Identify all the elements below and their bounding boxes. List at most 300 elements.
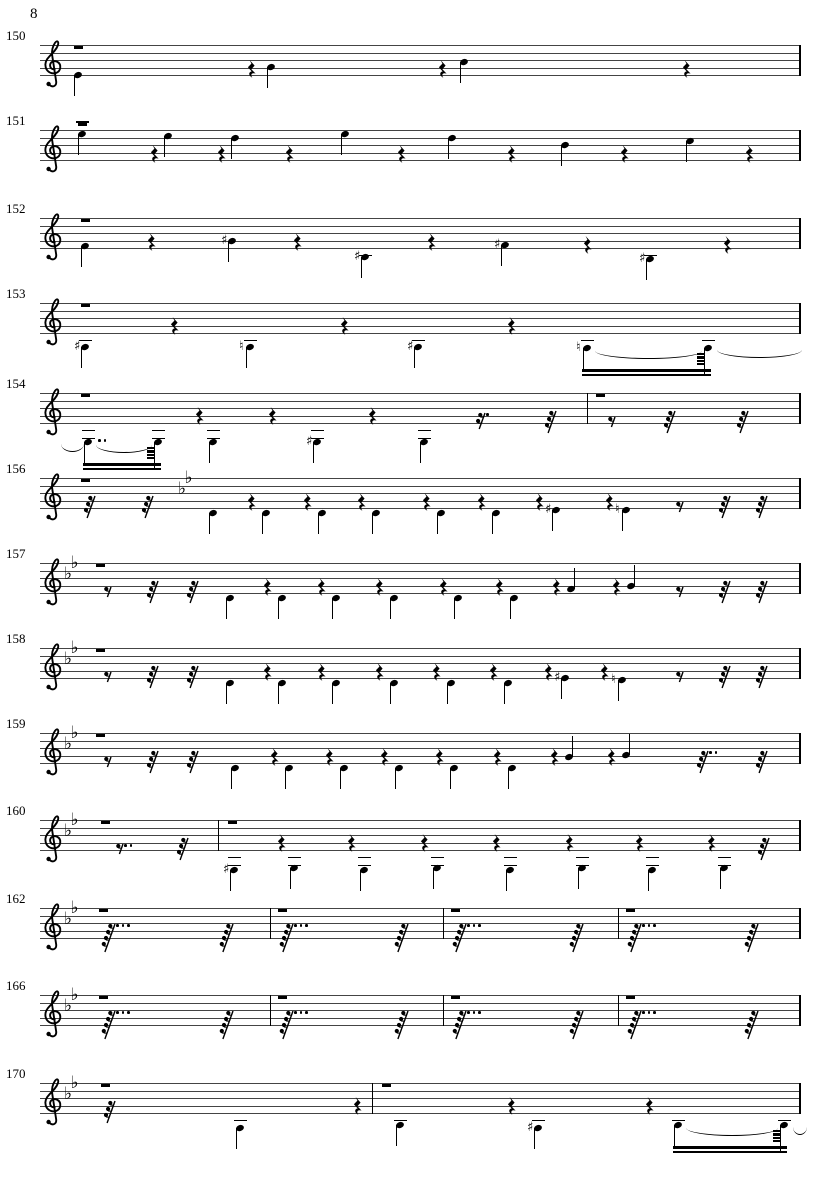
flat-icon: ♭ <box>70 985 79 1005</box>
stem <box>341 134 342 155</box>
stem <box>450 768 451 789</box>
thirtysecond-rest <box>180 749 201 775</box>
whole-rest <box>451 909 461 913</box>
quarter-rest <box>493 748 503 766</box>
quarter-rest <box>263 663 273 681</box>
thirtysecond-rest <box>749 579 770 605</box>
flat-icon: ♭ <box>64 821 73 841</box>
staff-line <box>40 1083 801 1084</box>
staff-line <box>40 333 801 334</box>
augmentation-dot <box>294 1011 297 1014</box>
staff-line <box>40 938 801 939</box>
flat-icon: ♭ <box>70 638 79 658</box>
thirtysecond-rest <box>140 749 161 775</box>
ledger-line <box>431 857 444 858</box>
whole-rest <box>382 1084 392 1088</box>
whole-rest <box>278 909 288 913</box>
ledger-line <box>82 430 95 431</box>
stem <box>209 513 210 534</box>
stem <box>78 134 79 155</box>
quarter-rest <box>544 663 554 681</box>
stem <box>230 870 231 891</box>
staff-line <box>40 563 801 564</box>
augmentation-dot <box>130 844 133 847</box>
quarter-rest <box>317 663 327 681</box>
sixtyfourth-rest <box>95 922 118 954</box>
treble-clef-icon <box>42 983 64 1041</box>
staff-system <box>0 28 835 46</box>
augmentation-dot <box>648 924 651 927</box>
augmentation-dot <box>467 924 470 927</box>
sixtyfourth-rest <box>273 1009 296 1041</box>
tremolo-beam <box>83 463 161 466</box>
stem <box>332 683 333 704</box>
final-barline <box>799 393 801 425</box>
sixtyfourth-rest <box>738 922 761 954</box>
thirtysecond-rest <box>751 836 772 862</box>
measure-number: 152 <box>6 201 26 216</box>
quarter-rest <box>438 60 448 78</box>
augmentation-dot <box>653 924 656 927</box>
whole-rest <box>626 996 636 1000</box>
tie <box>686 1127 778 1136</box>
measure-number: 158 <box>6 631 26 646</box>
stem <box>360 870 361 891</box>
staff-line <box>40 820 801 821</box>
quarter-rest <box>427 233 437 251</box>
stem <box>226 598 227 619</box>
thirtysecond-rest <box>730 409 751 435</box>
barline <box>618 908 619 940</box>
augmentation-dot <box>473 924 476 927</box>
thirtysecond-rest <box>97 1099 118 1125</box>
quarter-rest <box>380 748 390 766</box>
quarter-rest <box>635 834 645 852</box>
flat-icon: ♭ <box>64 1084 73 1104</box>
staff-line <box>40 416 801 417</box>
ledger-line <box>311 430 324 431</box>
staff-system <box>0 891 835 929</box>
staff-line <box>40 1018 801 1019</box>
stem <box>504 683 505 704</box>
quarter-rest <box>303 493 313 511</box>
stem <box>574 568 575 589</box>
barline <box>587 393 588 425</box>
tie-in <box>61 443 84 452</box>
stem <box>285 768 286 789</box>
quarter-rest <box>682 60 692 78</box>
quarter-rest <box>432 663 442 681</box>
flat-icon: ♭ <box>178 479 187 499</box>
barline <box>443 995 444 1027</box>
staff-line <box>40 1025 801 1026</box>
quarter-rest <box>247 60 257 78</box>
final-barline <box>799 218 801 250</box>
quarter-rest <box>550 748 560 766</box>
quarter-rest <box>293 233 303 251</box>
flat-icon: ♭ <box>70 898 79 918</box>
flat-icon: ♭ <box>64 564 73 584</box>
quarter-rest <box>492 834 502 852</box>
ledger-line <box>79 340 92 341</box>
stem <box>501 245 502 266</box>
sixtyfourth-rest <box>388 922 411 954</box>
sixtyfourth-rest <box>273 922 296 954</box>
sixtyfourth-rest <box>446 922 469 954</box>
quarter-rest <box>620 145 630 163</box>
measure-number: 156 <box>6 461 26 476</box>
stem <box>646 259 647 280</box>
staff-line <box>40 656 801 657</box>
staff-line <box>40 478 801 479</box>
stem <box>508 768 509 789</box>
tie-out <box>793 1126 807 1135</box>
quarter-rest <box>195 407 205 425</box>
stem <box>262 513 263 534</box>
measure-number: 157 <box>6 546 26 561</box>
staff-line <box>40 53 801 54</box>
ledger-line <box>576 857 589 858</box>
accidental-natural: ♮ <box>611 672 616 687</box>
sixtyfourth-rest <box>738 1009 761 1041</box>
quarter-rest <box>170 317 180 335</box>
treble-clef-icon <box>42 551 64 609</box>
sixtyfourth-rest <box>621 1009 644 1041</box>
stem <box>390 683 391 704</box>
quarter-rest <box>263 578 273 596</box>
stem <box>267 67 268 88</box>
ledger-line <box>581 340 594 341</box>
tremolo-stub-beam <box>773 1140 780 1142</box>
staff-line <box>40 571 801 572</box>
final-barline <box>799 303 801 335</box>
tremolo-beam <box>673 1146 787 1149</box>
final-barline <box>799 130 801 162</box>
barline <box>270 995 271 1027</box>
staff-line <box>40 486 801 487</box>
thirtysecond-rest <box>690 749 711 775</box>
tie <box>96 444 152 453</box>
ledger-line <box>504 857 517 858</box>
treble-clef-icon <box>42 721 64 779</box>
augmentation-dot <box>98 439 101 442</box>
augmentation-dot <box>305 1011 308 1014</box>
stem <box>278 683 279 704</box>
measure-number: 153 <box>6 286 26 301</box>
final-barline <box>799 820 801 852</box>
augmentation-dot <box>104 439 107 442</box>
flat-icon: ♭ <box>184 468 193 488</box>
stem <box>447 683 448 704</box>
staff-line <box>40 648 801 649</box>
treble-clef-icon <box>42 206 64 264</box>
thirtysecond-rest <box>140 664 161 690</box>
staff-line <box>40 995 801 996</box>
staff-line <box>40 218 801 219</box>
thirtysecond-rest <box>712 664 733 690</box>
quarter-rest <box>507 1097 517 1115</box>
sixtyfourth-rest <box>621 922 644 954</box>
augmentation-dot <box>122 1011 125 1014</box>
quarter-rest <box>357 493 367 511</box>
stem <box>209 442 210 463</box>
treble-clef-icon <box>42 466 64 524</box>
eighth-rest <box>97 755 114 769</box>
eighth-rest <box>669 670 686 684</box>
thirtysecond-rest <box>657 409 678 435</box>
staff-line <box>40 45 801 46</box>
staff-line <box>40 401 801 402</box>
treble-clef-icon <box>42 291 64 349</box>
sixtyfourth-rest <box>563 1009 586 1041</box>
final-barline <box>799 733 801 765</box>
augmentation-dot <box>305 924 308 927</box>
augmentation-dot <box>648 1011 651 1014</box>
page-number: 8 <box>30 6 38 22</box>
ledger-line <box>412 340 425 341</box>
staff-system <box>0 546 835 584</box>
augmentation-dot <box>473 1011 476 1014</box>
flat-icon: ♭ <box>70 810 79 830</box>
accidental-sharp: ♯ <box>407 339 414 354</box>
whole-rest <box>96 564 106 568</box>
quarter-rest <box>565 834 575 852</box>
thirtysecond-rest <box>538 409 559 435</box>
staff-line <box>40 923 801 924</box>
quarter-rest <box>368 407 378 425</box>
tremolo-stub-beam <box>697 360 704 362</box>
staff-line <box>40 828 801 829</box>
quarter-rest <box>375 663 385 681</box>
augmentation-dot <box>478 1011 481 1014</box>
stem <box>278 598 279 619</box>
quarter-rest <box>270 748 280 766</box>
stem <box>622 510 623 531</box>
augmentation-dot <box>127 924 130 927</box>
staff-line <box>40 1003 801 1004</box>
stem <box>433 868 434 889</box>
barline <box>618 995 619 1027</box>
flat-icon: ♭ <box>64 996 73 1016</box>
sixtyfourth-rest <box>563 922 586 954</box>
tremolo-beam <box>83 468 161 470</box>
staff-line <box>40 318 801 319</box>
quarter-rest <box>340 317 350 335</box>
treble-clef-icon <box>42 1071 64 1129</box>
eighth-rest <box>669 500 686 514</box>
stem <box>552 510 553 531</box>
tremolo-stub-beam <box>773 1137 780 1139</box>
sixtyfourth-rest <box>213 922 236 954</box>
eighth-rest <box>669 585 686 599</box>
sixtyfourth-rest <box>95 1009 118 1041</box>
staff-system <box>0 113 835 131</box>
stem <box>572 736 573 757</box>
tremolo-beam <box>582 369 711 372</box>
quarter-rest <box>745 145 755 163</box>
augmentation-dot <box>715 751 718 754</box>
ledger-line <box>234 1120 247 1121</box>
ledger-line <box>228 857 241 858</box>
stem <box>74 75 75 96</box>
staff-system <box>0 716 835 754</box>
treble-clef-icon <box>42 636 64 694</box>
measure-number: 166 <box>6 978 26 993</box>
thirtysecond-rest <box>749 494 770 520</box>
quarter-rest <box>552 578 562 596</box>
staff-line <box>40 1010 801 1011</box>
stem <box>629 734 630 755</box>
sixtyfourth-rest <box>446 1009 469 1041</box>
tremolo-beam <box>673 1151 787 1153</box>
staff-line <box>40 733 801 734</box>
whole-rest <box>81 219 91 223</box>
tie <box>595 350 702 359</box>
quarter-rest <box>147 233 157 251</box>
barline <box>372 1083 373 1115</box>
ledger-line <box>152 430 165 431</box>
augmentation-dot <box>467 1011 470 1014</box>
stem <box>228 241 229 262</box>
accidental-sharp: ♯ <box>494 237 501 252</box>
stem <box>164 136 165 157</box>
augmentation-dot <box>116 924 119 927</box>
staff-line <box>40 931 801 932</box>
quarter-rest <box>285 145 295 163</box>
stem <box>420 442 421 463</box>
quarter-rest <box>605 493 615 511</box>
quarter-rest <box>439 578 449 596</box>
stem <box>448 138 449 159</box>
tremolo-stub-beam <box>147 454 154 456</box>
thirtysecond-rest <box>712 494 733 520</box>
staff-line <box>40 326 801 327</box>
thirtysecond-rest <box>749 749 770 775</box>
final-barline <box>799 995 801 1027</box>
treble-clef-icon <box>42 381 64 439</box>
thirtysecond-rest <box>140 579 161 605</box>
staff-line <box>40 916 801 917</box>
stem <box>534 1128 535 1149</box>
augmentation-dot <box>300 924 303 927</box>
whole-rest <box>278 996 288 1000</box>
flat-icon: ♭ <box>64 649 73 669</box>
ledger-line <box>718 857 731 858</box>
stem <box>290 868 291 889</box>
accidental-sharp: ♯ <box>223 862 230 877</box>
stem <box>561 145 562 166</box>
augmentation-dot <box>124 844 127 847</box>
stem <box>686 141 687 162</box>
accidental-sharp: ♯ <box>545 502 552 517</box>
stem <box>454 598 455 619</box>
staff-system <box>0 286 835 355</box>
sixtyfourth-rest <box>388 1009 411 1041</box>
flat-icon: ♭ <box>64 909 73 929</box>
final-barline <box>799 45 801 77</box>
quarter-rest <box>150 145 160 163</box>
staff-line <box>40 1091 801 1092</box>
quarter-rest <box>477 493 487 511</box>
staff-line <box>40 741 801 742</box>
staff-line <box>40 1106 801 1107</box>
augmentation-dot <box>127 1011 130 1014</box>
stem <box>340 768 341 789</box>
augmentation-dot <box>709 751 712 754</box>
tremolo-stub-beam <box>147 457 154 459</box>
accidental-sharp: ♯ <box>306 434 313 449</box>
augmentation-dot <box>653 1011 656 1014</box>
whole-rest <box>99 996 109 1000</box>
treble-clef-icon <box>42 118 64 176</box>
quarter-rest <box>723 236 733 254</box>
measure-number: 162 <box>6 891 26 906</box>
quarter-rest <box>247 493 257 511</box>
stem <box>492 513 493 534</box>
stem <box>313 442 314 463</box>
thirtysecond-rest <box>170 836 191 862</box>
quarter-rest <box>612 578 622 596</box>
whole-rest <box>74 46 84 50</box>
stem <box>395 768 396 789</box>
eighth-rest <box>601 415 618 429</box>
ledger-line <box>532 1120 545 1121</box>
staff-system <box>0 978 835 1016</box>
whole-rest <box>96 734 106 738</box>
augmentation-dot <box>300 1011 303 1014</box>
measure-number: 151 <box>6 113 26 128</box>
ledger-line <box>646 857 659 858</box>
stem <box>81 347 82 368</box>
quarter-rest <box>217 145 227 163</box>
whole-rest <box>101 1084 111 1088</box>
augmentation-dot <box>478 924 481 927</box>
tremolo-stub-beam <box>773 1133 780 1135</box>
barline <box>443 908 444 940</box>
quarter-rest <box>583 236 593 254</box>
flat-icon: ♭ <box>70 553 79 573</box>
whole-rest <box>228 821 238 825</box>
measure-number: 150 <box>6 28 26 43</box>
sixtyfourth-rest <box>213 1009 236 1041</box>
stem <box>231 138 232 159</box>
quarter-rest <box>375 578 385 596</box>
staff-line <box>40 1098 801 1099</box>
staff-system <box>0 461 835 517</box>
measure-number: 160 <box>6 803 26 818</box>
quarter-rest <box>435 748 445 766</box>
staff-line <box>40 226 801 227</box>
quarter-rest <box>347 834 357 852</box>
staff-line <box>40 1113 801 1114</box>
measure-number: 159 <box>6 716 26 731</box>
staff-system <box>0 1066 835 1135</box>
quarter-rest <box>707 834 717 852</box>
whole-rest <box>81 479 91 483</box>
staff-line <box>40 393 801 394</box>
whole-rest <box>96 649 106 653</box>
staff-line <box>40 130 801 131</box>
ledger-line <box>207 430 220 431</box>
augmentation-dot <box>642 1011 645 1014</box>
augmentation-dot <box>122 924 125 927</box>
measure-number: 154 <box>6 376 26 391</box>
quarter-rest <box>489 663 499 681</box>
accidental-sharp: ♯ <box>74 339 81 354</box>
accidental-sharp: ♯ <box>221 233 228 248</box>
ledger-line <box>288 857 301 858</box>
whole-rest <box>78 123 88 127</box>
